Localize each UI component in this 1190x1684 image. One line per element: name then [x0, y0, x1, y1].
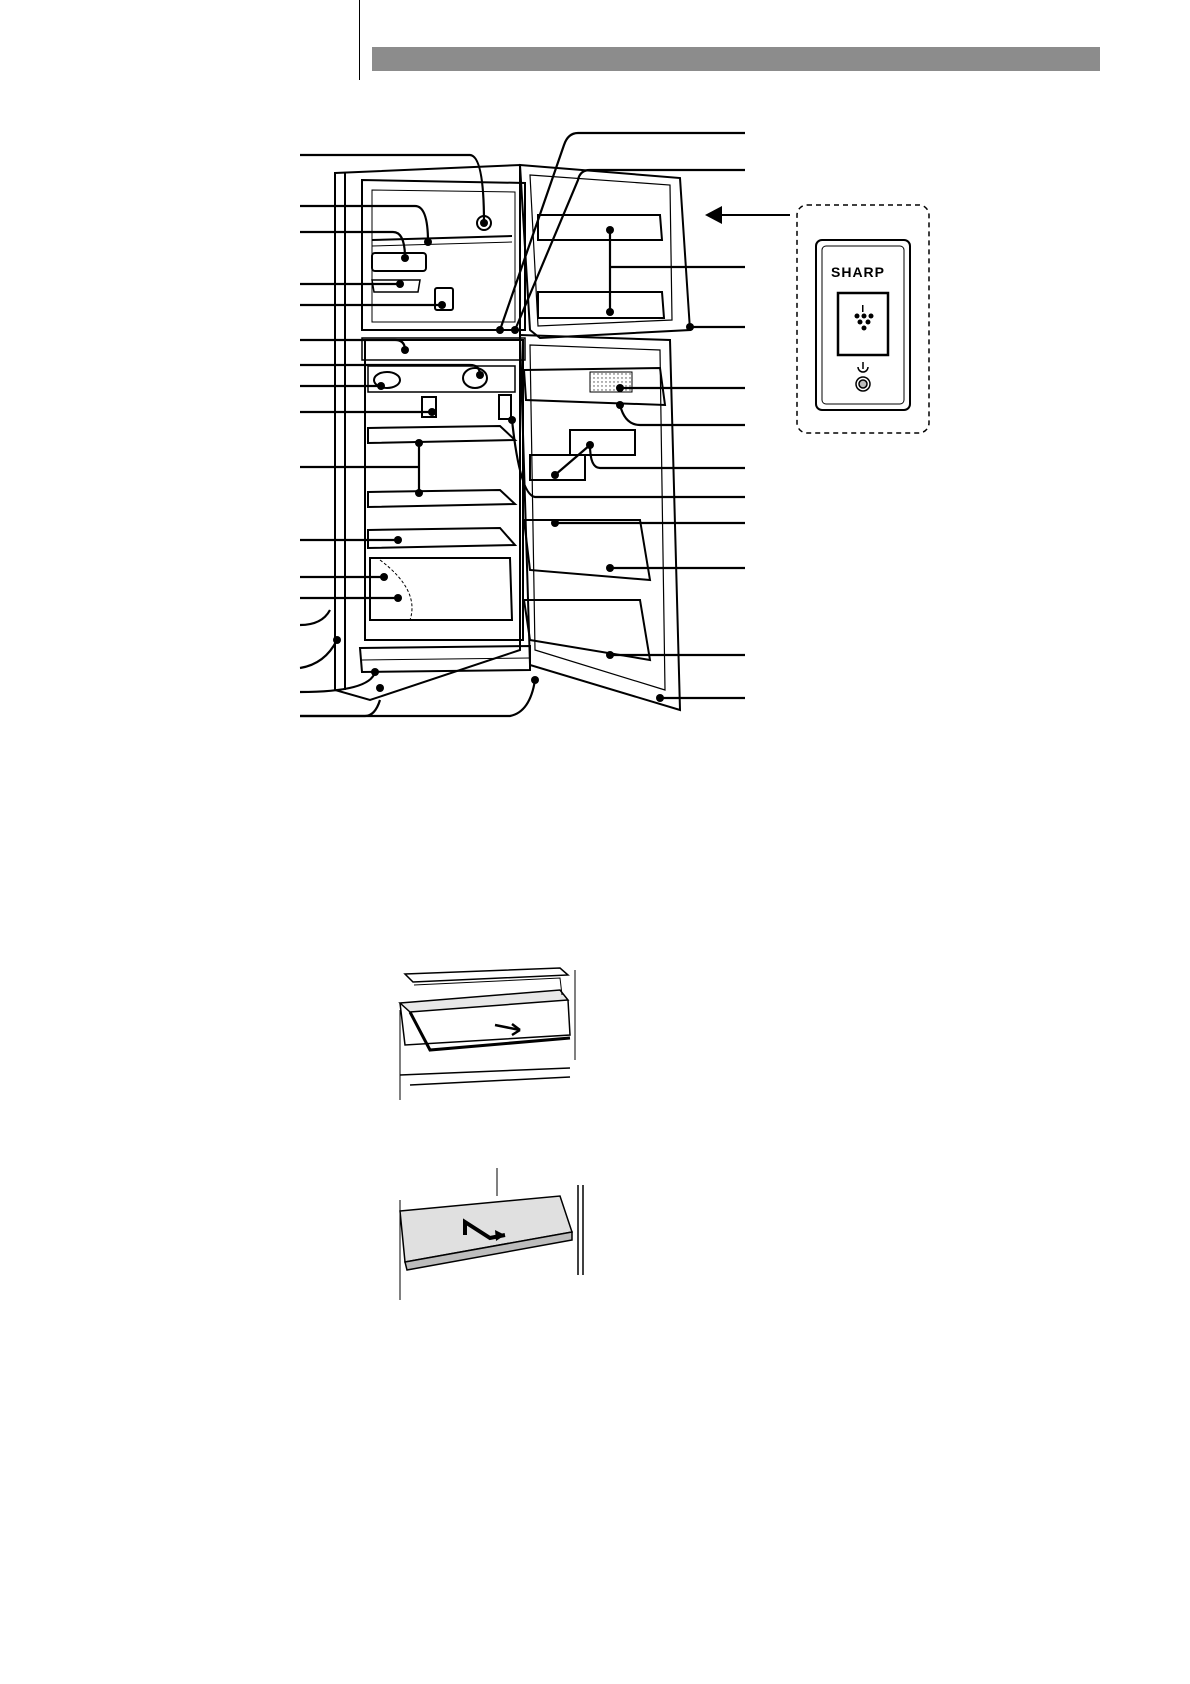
control-panel: [797, 205, 929, 433]
brand-logo: SHARP: [831, 264, 886, 280]
power-icon[interactable]: [856, 362, 870, 391]
fridge-body: [335, 165, 530, 700]
cluster-ion-icon: [855, 305, 874, 331]
panel-arrow: [705, 206, 790, 224]
right-callouts: [500, 133, 745, 698]
freezer-door: [520, 165, 690, 338]
shelf-illustration: [400, 1168, 583, 1300]
door-pocket-illustration: [400, 968, 575, 1100]
